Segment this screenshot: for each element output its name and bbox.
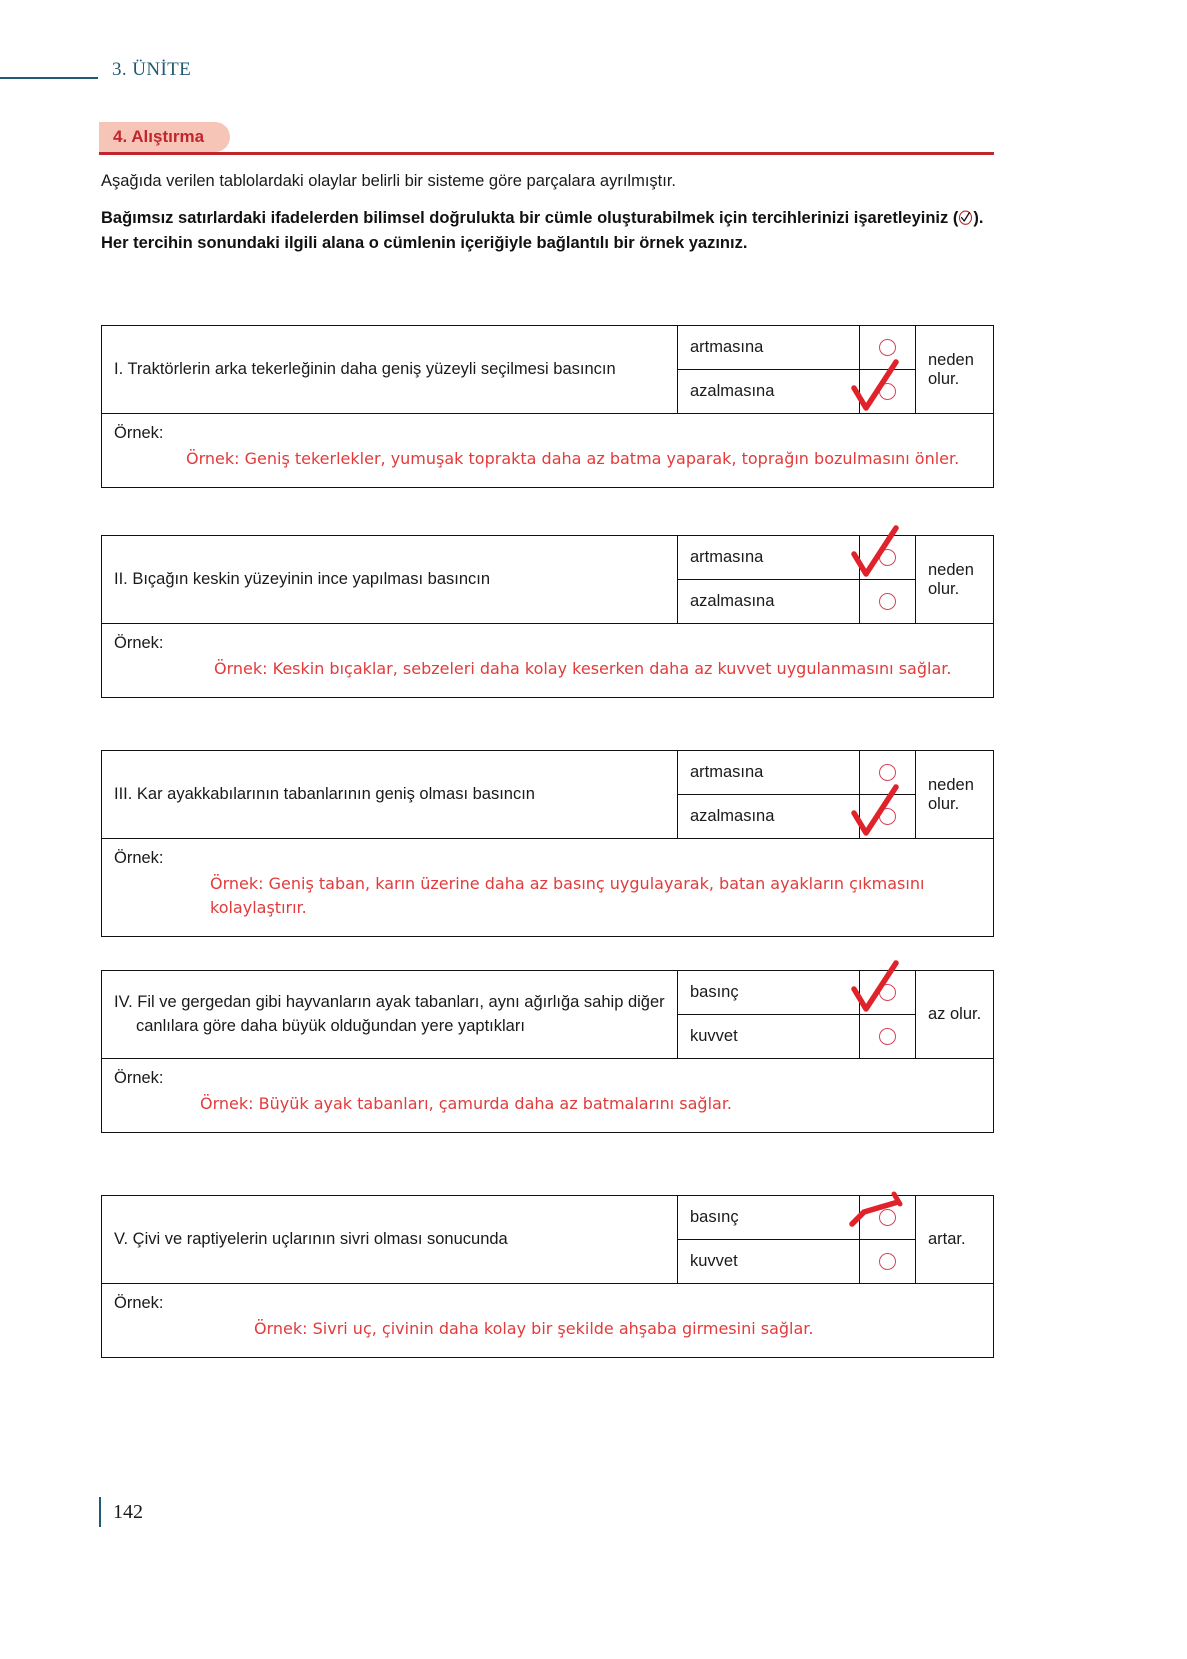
- radio-column: [860, 326, 916, 413]
- radio-option[interactable]: [860, 579, 915, 623]
- option-label: azalmasına: [678, 369, 859, 413]
- radio-option[interactable]: [860, 971, 915, 1014]
- exercise-badge: 4. Alıştırma: [99, 122, 230, 152]
- answer-label: Örnek:: [114, 1069, 164, 1087]
- radio-circle-icon: [879, 984, 896, 1001]
- question-row: [102, 751, 993, 838]
- statement-text: I. Traktörlerin arka tekerleğinin daha geniş yüzeyli seçilmesi basıncın: [114, 359, 616, 378]
- options-column: [678, 536, 860, 623]
- answer-label: Örnek:: [114, 424, 164, 442]
- instruction-bold: [101, 206, 998, 256]
- statement-text: III. Kar ayakkabılarının tabanlarının geniş olması basıncın: [114, 784, 535, 803]
- handwritten-answer: Örnek: Sivri uç, çivinin daha kolay bir şekilde ahşaba girmesini sağlar.: [254, 1319, 814, 1338]
- unit-label: 3. ÜNİTE: [112, 59, 192, 80]
- radio-option[interactable]: [860, 1239, 915, 1283]
- options-column: [678, 326, 860, 413]
- tail-text: neden olur.: [928, 775, 974, 813]
- handwritten-answer: Örnek: Geniş tekerlekler, yumuşak toprakta daha az batma yaparak, toprağın bozulmasını önler.: [186, 449, 960, 468]
- radio-column: [860, 751, 916, 838]
- option-label: kuvvet: [678, 1239, 859, 1283]
- options-column: [678, 1196, 860, 1283]
- checkmark-icon: [958, 210, 973, 225]
- radio-option[interactable]: [860, 536, 915, 579]
- answer-label: Örnek:: [114, 634, 164, 652]
- exercise-band: [99, 122, 994, 156]
- statement-text: IV. Fil ve gergedan gibi hayvanların ayak tabanları, aynı ağırlığa sahip diğer canlılara göre daha büyük olduğundan yere yaptıkları: [114, 993, 665, 1035]
- question-table: [101, 1195, 994, 1358]
- handwritten-answer: Örnek: Büyük ayak tabanları, çamurda daha az batmalarını sağlar.: [200, 1094, 733, 1113]
- options-column: [678, 751, 860, 838]
- tail-text: neden olur.: [928, 350, 974, 388]
- statement-cell: [102, 326, 678, 413]
- question-row: [102, 326, 993, 413]
- footer-bar: [99, 1497, 101, 1527]
- option-label: basınç: [690, 983, 739, 1001]
- statement-text: II. Bıçağın keskin yüzeyinin ince yapılması basıncın: [114, 569, 491, 588]
- tail-text: az olur.: [928, 1005, 982, 1023]
- page-number: 142: [113, 1500, 143, 1523]
- option-label: kuvvet: [678, 1014, 859, 1058]
- radio-circle-icon: [879, 1028, 896, 1045]
- question-table: [101, 750, 994, 937]
- question-row: [102, 971, 993, 1058]
- radio-option[interactable]: [860, 751, 915, 794]
- statement-text: V. Çivi ve raptiyelerin uçlarının sivri olması sonucunda: [114, 1229, 508, 1248]
- badge-underline-rule: [99, 152, 994, 155]
- radio-option[interactable]: [860, 326, 915, 369]
- option-label: azalmasına: [678, 794, 859, 838]
- question-table: [101, 325, 994, 488]
- option-label: artmasına: [690, 763, 764, 781]
- radio-circle-icon: [879, 593, 896, 610]
- question-row: [102, 536, 993, 623]
- question-table: [101, 970, 994, 1133]
- statement-cell: [102, 751, 678, 838]
- radio-column: [860, 536, 916, 623]
- answer-label: Örnek:: [114, 849, 164, 867]
- question-table: [101, 535, 994, 698]
- answer-area[interactable]: [102, 1058, 993, 1132]
- radio-circle-icon: [879, 1253, 896, 1270]
- tail-text: artar.: [928, 1230, 966, 1248]
- handwritten-answer: Örnek: Keskin bıçaklar, sebzeleri daha kolay keserken daha az kuvvet uygulanmasını sağlar.: [214, 659, 952, 678]
- radio-circle-icon: [879, 808, 896, 825]
- option-label: basınç: [690, 1208, 739, 1226]
- page-header: [0, 55, 1187, 89]
- option-label: artmasına: [690, 548, 764, 566]
- radio-column: [860, 1196, 916, 1283]
- instruction-bold-part2: ). Her tercihin sonundaki ilgili alana o cümlenin içeriğiyle bağlantılı bir örnek yazınız.: [101, 209, 984, 253]
- option-label: azalmasına: [678, 579, 859, 623]
- radio-column: [860, 971, 916, 1058]
- radio-circle-icon: [879, 383, 896, 400]
- handwritten-answer: Örnek: Geniş taban, karın üzerine daha az basınç uygulayarak, batan ayakların çıkmasını kolaylaştırır.: [210, 874, 925, 917]
- radio-option[interactable]: [860, 1196, 915, 1239]
- radio-circle-icon: [879, 339, 896, 356]
- options-column: [678, 971, 860, 1058]
- page-footer: [99, 1495, 143, 1529]
- radio-option[interactable]: [860, 1014, 915, 1058]
- header-rule: [0, 77, 98, 79]
- option-label: artmasına: [690, 338, 764, 356]
- answer-area[interactable]: [102, 623, 993, 697]
- answer-area[interactable]: [102, 838, 993, 936]
- radio-circle-icon: [879, 1209, 896, 1226]
- answer-area[interactable]: [102, 1283, 993, 1357]
- radio-option[interactable]: [860, 369, 915, 413]
- answer-area[interactable]: [102, 413, 993, 487]
- answer-label: Örnek:: [114, 1294, 164, 1312]
- radio-circle-icon: [879, 764, 896, 781]
- radio-circle-icon: [879, 549, 896, 566]
- question-row: [102, 1196, 993, 1283]
- radio-option[interactable]: [860, 794, 915, 838]
- tail-text: neden olur.: [928, 560, 974, 598]
- statement-cell: [102, 971, 678, 1058]
- statement-cell: [102, 536, 678, 623]
- instruction-line: Aşağıda verilen tablolardaki olaylar belirli bir sisteme göre parçalara ayrılmıştır.: [101, 172, 676, 190]
- instruction-bold-part1: Bağımsız satırlardaki ifadelerden bilimsel doğrulukta bir cümle oluşturabilmek için tercihlerinizi işaretleyiniz (: [101, 209, 959, 227]
- statement-cell: [102, 1196, 678, 1283]
